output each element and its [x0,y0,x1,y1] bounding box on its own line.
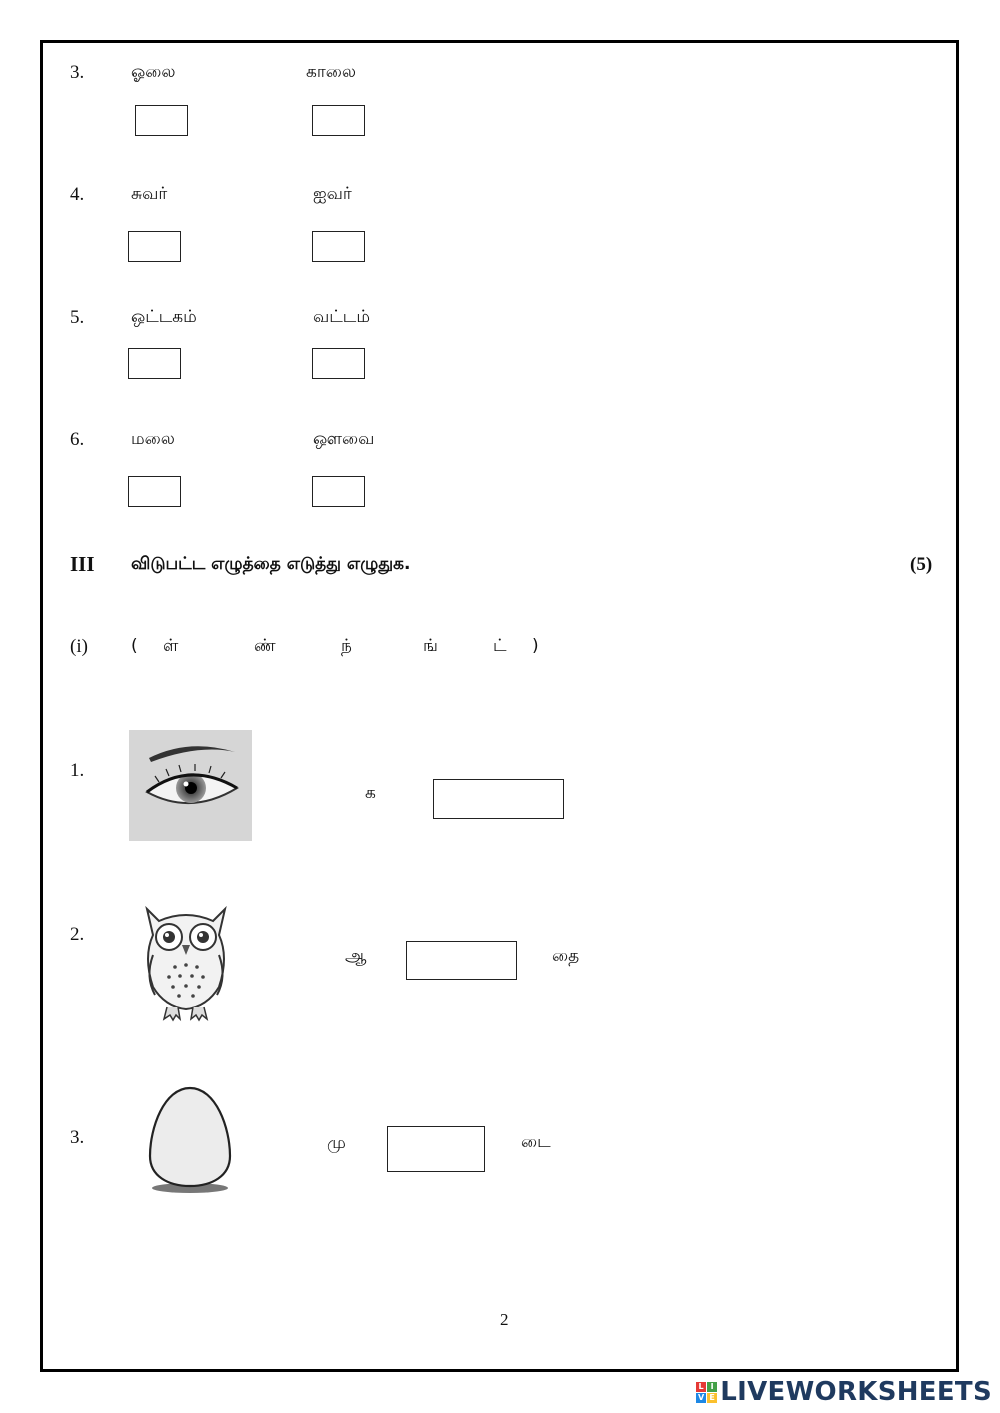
word-right: ஐவர் [313,184,352,204]
word-right: காலை [306,62,356,82]
options-close-paren: ) [532,636,539,656]
liveworksheets-logo [696,1377,992,1407]
item-number: 2. [70,924,85,945]
section-marks: (5) [910,554,933,575]
word-left: ஒட்டகம் [131,307,197,327]
fill-blank-box[interactable] [387,1126,485,1172]
brand-text: LIVEWORKSHEETS [720,1377,992,1407]
word-prefix: க [365,783,376,803]
fill-blank-box[interactable] [433,779,564,819]
item-number: 1. [70,760,85,781]
section-instruction: விடுபட்ட எழுத்தை எடுத்து எழுதுக. [131,554,411,574]
word-suffix: தை [552,946,580,966]
question-number: 4. [70,184,85,205]
options-label: (i) [70,636,88,657]
egg-image [146,1084,234,1196]
item-number: 3. [70,1127,85,1148]
word-left: சுவர் [131,184,168,204]
answer-box[interactable] [135,105,188,136]
option-letter: ண் [254,636,276,656]
answer-box[interactable] [128,348,181,379]
option-letter: ள் [163,636,179,656]
word-suffix: டை [521,1132,551,1152]
section-roman: III [70,552,95,576]
option-letter: ட் [493,636,507,656]
brand-logo-icon: L I V E [696,1382,717,1403]
question-number: 5. [70,307,85,328]
answer-box[interactable] [312,105,365,136]
word-right: வட்டம் [313,307,371,327]
option-letter: ந் [341,636,352,656]
answer-box[interactable] [312,231,365,262]
word-prefix: மு [327,1133,346,1153]
word-prefix: ஆ [345,946,367,966]
fill-blank-box[interactable] [406,941,517,980]
word-left: ஓலை [131,62,176,82]
owl-image [137,895,235,1025]
question-number: 3. [70,62,85,83]
word-right: ஔவை [313,429,375,449]
answer-box[interactable] [128,231,181,262]
answer-box[interactable] [128,476,181,507]
question-number: 6. [70,429,85,450]
options-open-paren: ( [131,636,138,656]
option-letter: ங் [423,636,438,656]
eye-image [129,730,252,841]
word-left: மலை [131,429,175,449]
page-number: 2 [500,1310,509,1329]
answer-box[interactable] [312,476,365,507]
answer-box[interactable] [312,348,365,379]
